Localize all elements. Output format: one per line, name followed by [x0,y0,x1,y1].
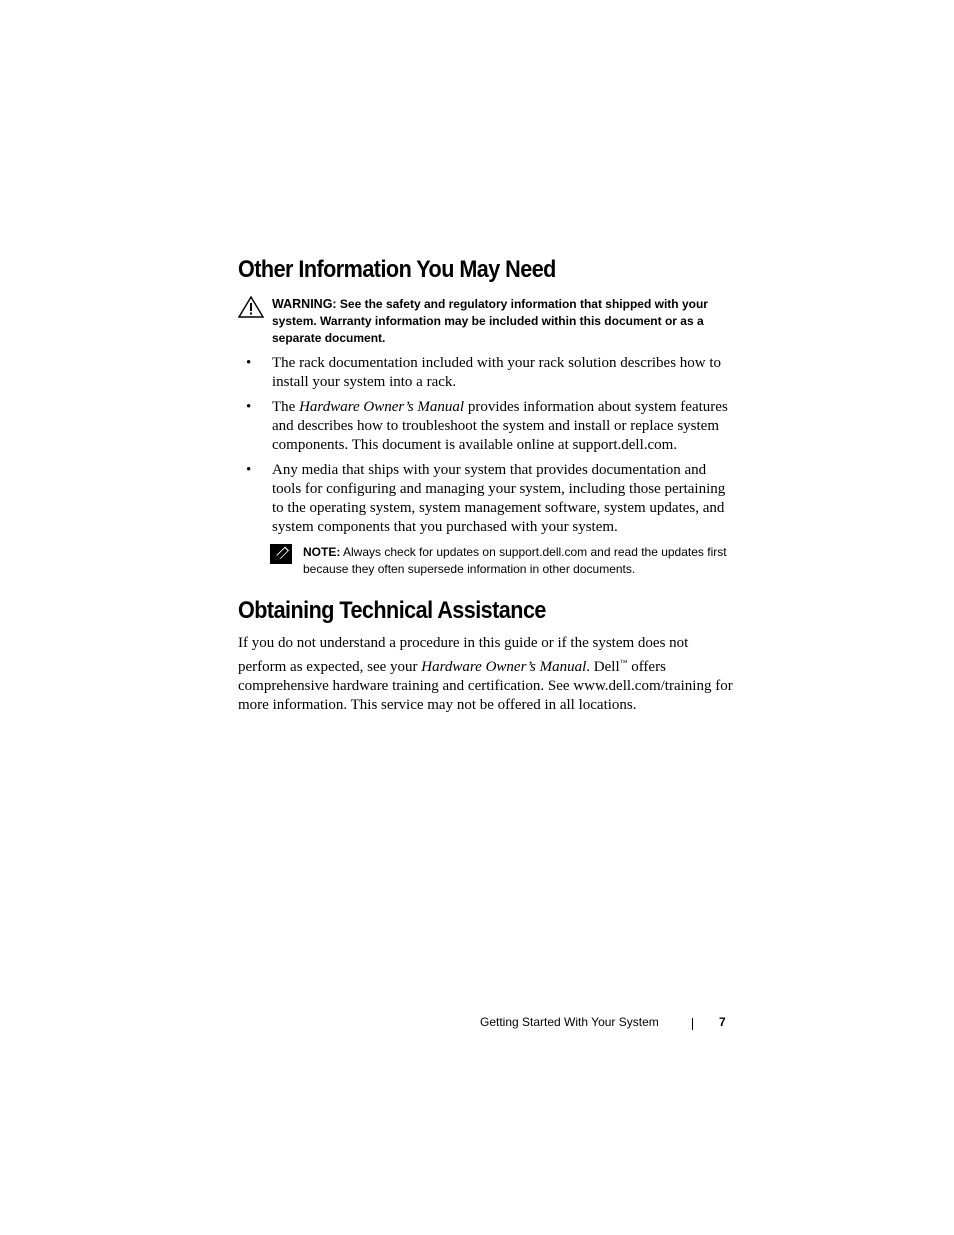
note-text-pre: Always check for updates on [343,545,500,559]
section-heading-technical-assistance: Obtaining Technical Assistance [238,597,546,624]
list-item [238,461,738,537]
note-label: NOTE: [303,545,341,559]
note-text [303,544,743,578]
bullet-text-mid: provides information about system features and describes how to troubleshoot the system and install or replace system components. This document is available online at [272,399,728,453]
bullet-icon: • [246,462,252,478]
manual-title: Hardware Owner’s Manual [421,659,587,675]
para-text-mid2: offers comprehensive hardware training and certification. See [238,659,666,694]
warning-label: WARNING: [272,297,337,311]
page-footer [480,1015,726,1029]
footer-divider [692,1018,693,1030]
bullet-text: The rack documentation included with your rack solution describes how to install your system into a rack. [272,355,722,390]
assistance-paragraph [238,634,738,715]
bullet-text: Any media that ships with your system that provides documentation and tools for configuring and managing your system, including those pertaining to the operating system, system management software, system updates, and system components that you purchased with your system. [272,462,726,535]
training-link[interactable]: www.dell.com/training [573,678,712,694]
footer-title: Getting Started With Your System [480,1015,659,1029]
para-text-mid: . Dell [586,659,620,675]
note-pencil-icon [270,544,292,564]
section-heading-other-information: Other Information You May Need [238,256,556,283]
para-text-post: for more information. This service may not be offered in all locations. [238,678,733,713]
page-number: 7 [719,1015,726,1029]
bullet-icon: • [246,355,252,371]
para-text-pre: If you do not understand a procedure in this guide or if the system does not perform as expected, see your [238,635,689,675]
bullet-text-pre: The [272,399,300,415]
warning-icon [238,296,264,318]
list-item [238,354,738,392]
warning-text [272,296,712,347]
note-text-post: and read the updates first because they often supersede information in other documents. [303,545,727,576]
info-bullet-list [238,354,738,543]
manual-title: Hardware Owner’s Manual [299,399,465,415]
warning-body: See the safety and regulatory information that shipped with your system. Warranty information may be included within this document or as a separate document. [272,297,708,345]
support-link[interactable]: support.dell.com. [572,437,678,453]
support-link[interactable]: support.dell.com [499,545,588,559]
list-item [238,398,738,455]
trademark-symbol: ™ [619,658,628,667]
bullet-icon: • [246,399,252,415]
